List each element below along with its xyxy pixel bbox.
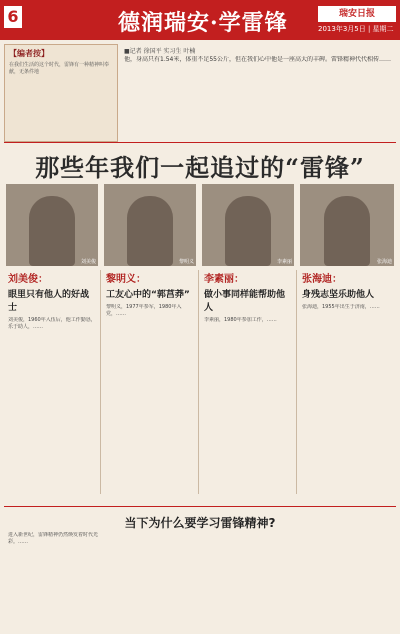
column-body: 刘美俊，1960年入伍后，他工作勤恳，乐于助人，……	[8, 317, 96, 330]
column-title: 做小事同样能帮助他人	[204, 290, 286, 313]
person-name: 黎明义：	[106, 274, 146, 285]
column-2	[106, 270, 194, 520]
photo-caption: 张海迪	[376, 259, 392, 265]
column-3	[204, 270, 292, 533]
editor-note	[4, 44, 118, 142]
column-divider	[100, 270, 101, 494]
column-body: 张海迪，1955年出生于济南，……	[302, 304, 380, 310]
photo-li	[104, 184, 196, 266]
section-title: 德润瑞安·学雷锋	[118, 10, 288, 36]
portrait-silhouette	[324, 196, 370, 266]
column-body: 黎明义，1977年参军，1980年入党，……	[106, 304, 182, 317]
page-header	[0, 0, 400, 40]
column-4	[302, 270, 390, 520]
person-name: 李素丽：	[204, 274, 244, 285]
column-title: 身残志坚乐助他人	[302, 290, 375, 300]
divider-rule	[4, 142, 396, 143]
bottom-section-body: 进入新世纪，雷锋精神仍然焕发着时代光彩。……	[8, 532, 99, 545]
column-body: 李素丽，1980年参加工作，……	[204, 317, 277, 323]
intro-text: 他，身高只有1.54米，体重不足55公斤，但在我们心中他是一座高大的丰碑。雷锋精神代代相传……	[124, 56, 391, 63]
person-name: 张海迪：	[302, 274, 342, 285]
editor-note-text: 在我们生活的这个时代，雷锋有一种精神叫奉献，无条件地	[9, 62, 110, 75]
portrait-silhouette	[225, 196, 271, 266]
main-headline: 那些年我们一起追过的“雷锋”	[35, 153, 365, 182]
portrait-silhouette	[127, 196, 173, 266]
editor-note-tag: 【编者按】	[9, 49, 49, 58]
photo-liu	[6, 184, 98, 266]
person-name: 刘美俊：	[8, 274, 48, 285]
portrait-silhouette	[29, 196, 75, 266]
photo-caption: 刘美俊	[80, 259, 96, 265]
bottom-section-title: 当下为什么要学习雷锋精神?	[124, 516, 276, 530]
column-title: 工友心中的“郭莒莽”	[106, 290, 190, 300]
photo-lisuli	[202, 184, 294, 266]
paper-logo: 瑞安日报	[318, 6, 396, 22]
photo-caption: 黎明义	[178, 259, 194, 265]
page-number: 6	[4, 6, 22, 28]
column-divider	[198, 270, 199, 494]
divider-rule	[4, 506, 396, 507]
column-title: 眼里只有他人的好战士	[8, 290, 90, 313]
photo-caption: 李素丽	[276, 259, 292, 265]
column-1	[8, 270, 96, 533]
column-divider	[296, 270, 297, 494]
byline: ■记者 徐国平 实习生 叶楠	[124, 48, 196, 55]
photo-zhang	[300, 184, 394, 266]
date-line: 2013年3月5日 | 星期二	[318, 25, 394, 33]
